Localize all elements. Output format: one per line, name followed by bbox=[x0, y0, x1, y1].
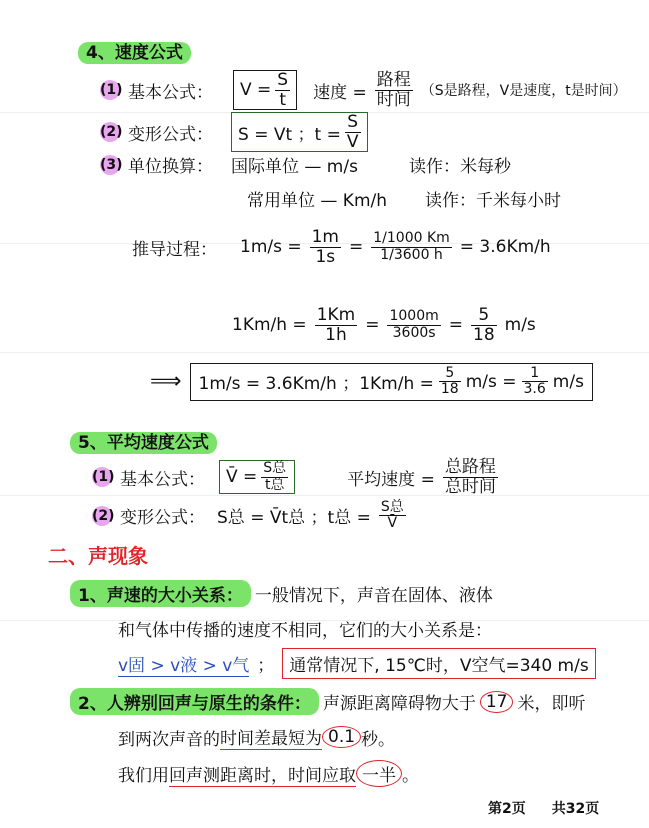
common-unit: 常用单位 — Km/h bbox=[247, 191, 388, 211]
derivation-line-2: 1Km/h = $\frac{1Km}{1h}$ = $\frac{1000m}{3600s}$ = $\frac{5}{18}$ m/s bbox=[232, 305, 536, 345]
section-5-title: 5、平均速度公式 bbox=[70, 428, 217, 453]
part-2-title: 二、声现象 bbox=[48, 544, 148, 568]
summary-box: 1m/s = 3.6Km/h ；1Km/h = $\frac{5}{18}$ m/s = $\frac{1}{3.6}$ m/s bbox=[190, 363, 593, 401]
item-label: 变形公式： bbox=[128, 124, 213, 145]
common-unit-reading: 读作：千米每小时 bbox=[425, 191, 561, 211]
item-label: 基本公式： bbox=[128, 82, 213, 103]
fraction: $\frac{1}{3.6}$ bbox=[523, 365, 546, 398]
sec4-item-3 bbox=[100, 152, 511, 177]
number-badge: (2) bbox=[92, 507, 115, 524]
circled-half: 一半 bbox=[356, 760, 402, 787]
item-label: 基本公式： bbox=[120, 469, 205, 490]
fraction: $\frac{\text{S总}}{V̄}$ bbox=[380, 499, 404, 532]
sec4-item-1 bbox=[100, 70, 627, 110]
page-footer bbox=[488, 798, 599, 818]
word-fraction: $\frac{\text{总路程}}{\text{总时间}}$ bbox=[444, 457, 496, 497]
formula-note: （S是路程，V是速度，t是时间） bbox=[420, 83, 627, 100]
derivation-line-1: 推导过程： 1m/s = $\frac{1m}{1s}$ = $\frac{1/1000 Km}{1/3600 h}$ = 3.6Km/h bbox=[132, 227, 551, 267]
si-unit-reading: 读作：米每秒 bbox=[409, 157, 511, 177]
sec4-item-2 bbox=[100, 112, 368, 152]
fraction: $\frac{1m}{1s}$ bbox=[311, 227, 339, 267]
circled-17: 17 bbox=[480, 691, 514, 713]
fraction: $\frac{1/1000 Km}{1/3600 h}$ bbox=[373, 230, 450, 263]
number-badge: (2) bbox=[100, 124, 123, 141]
word-formula-lhs: 平均速度 = bbox=[347, 469, 435, 490]
page-total: 共32页 bbox=[551, 801, 600, 817]
fraction: $\frac{1000m}{3600s}$ bbox=[389, 308, 439, 341]
sound-speed-line-1: 1、声速的大小关系： 一般情况下，声音在固体、液体 bbox=[70, 580, 493, 607]
fraction: $\frac{1Km}{1h}$ bbox=[316, 305, 356, 345]
fraction: $\frac{\text{S总}}{\text{t总}}$ bbox=[263, 460, 287, 493]
item-label: 变形公式： bbox=[120, 508, 205, 529]
circled-0-1: 0.1 bbox=[322, 726, 361, 748]
sec4-common-unit bbox=[247, 186, 561, 211]
air-speed-box: 通常情况下, 15℃时，V空气=340 m/s bbox=[282, 648, 595, 679]
si-unit: 国际单位 — m/s bbox=[231, 157, 358, 177]
summary-line bbox=[150, 363, 593, 401]
speed-formula-box: V = $\frac{S}{t}$ bbox=[233, 70, 297, 110]
section-4-title: 4、速度公式 bbox=[78, 38, 191, 63]
page-number: 第2页 bbox=[488, 801, 526, 817]
number-badge: (1) bbox=[92, 469, 115, 486]
derived-formula-box: S = Vt ；t = $\frac{S}{V}$ bbox=[231, 112, 368, 152]
echo-line-1: 2、人辨别回声与原生的条件： 声源距离障碍物大于 17 米，即听 bbox=[70, 688, 585, 715]
word-formula-lhs: 速度 = bbox=[313, 82, 367, 103]
item-label: 单位换算： bbox=[128, 157, 213, 177]
sound-speed-line-3: v固 > v液 > v气 ； 通常情况下, 15℃时，V空气=340 m/s bbox=[118, 648, 596, 679]
number-badge: (3) bbox=[100, 156, 123, 173]
fraction: $\frac{S}{V}$ bbox=[346, 112, 359, 152]
sec5-item-1 bbox=[92, 458, 498, 496]
fraction: $\frac{5}{18}$ bbox=[440, 365, 459, 398]
speed-relation: v固 > v液 > v气 bbox=[118, 651, 249, 677]
number-badge: (1) bbox=[100, 82, 123, 99]
echo-line-2: 到两次声音的 时间差最短为 0.1 秒。 bbox=[118, 724, 395, 750]
implies-arrow-icon: ⟹ bbox=[150, 369, 182, 395]
echo-line-3: 我们用 回声测距离时，时间应取 一半 。 bbox=[118, 760, 419, 787]
sound-speed-line-2: 和气体中传播的速度不相同，它们的大小关系是： bbox=[118, 621, 492, 641]
word-fraction: $\frac{\text{路程}}{\text{时间}}$ bbox=[376, 70, 411, 110]
fraction: $\frac{S}{t}$ bbox=[277, 70, 289, 110]
sound-speed-title: 1、声速的大小关系： bbox=[70, 580, 251, 607]
average-speed-formula-box: V̄ = $\frac{\text{S总}}{\text{t总}}$ bbox=[219, 460, 295, 494]
sec5-item-2: (2) 变形公式： S总 = V̄t总 ；t总 = $\frac{\text{S总}}{V̄}$ bbox=[92, 499, 404, 532]
echo-title: 2、人辨别回声与原生的条件： bbox=[70, 688, 319, 715]
derivation-label: 推导过程： bbox=[132, 239, 217, 260]
fraction: $\frac{5}{18}$ bbox=[473, 305, 495, 345]
